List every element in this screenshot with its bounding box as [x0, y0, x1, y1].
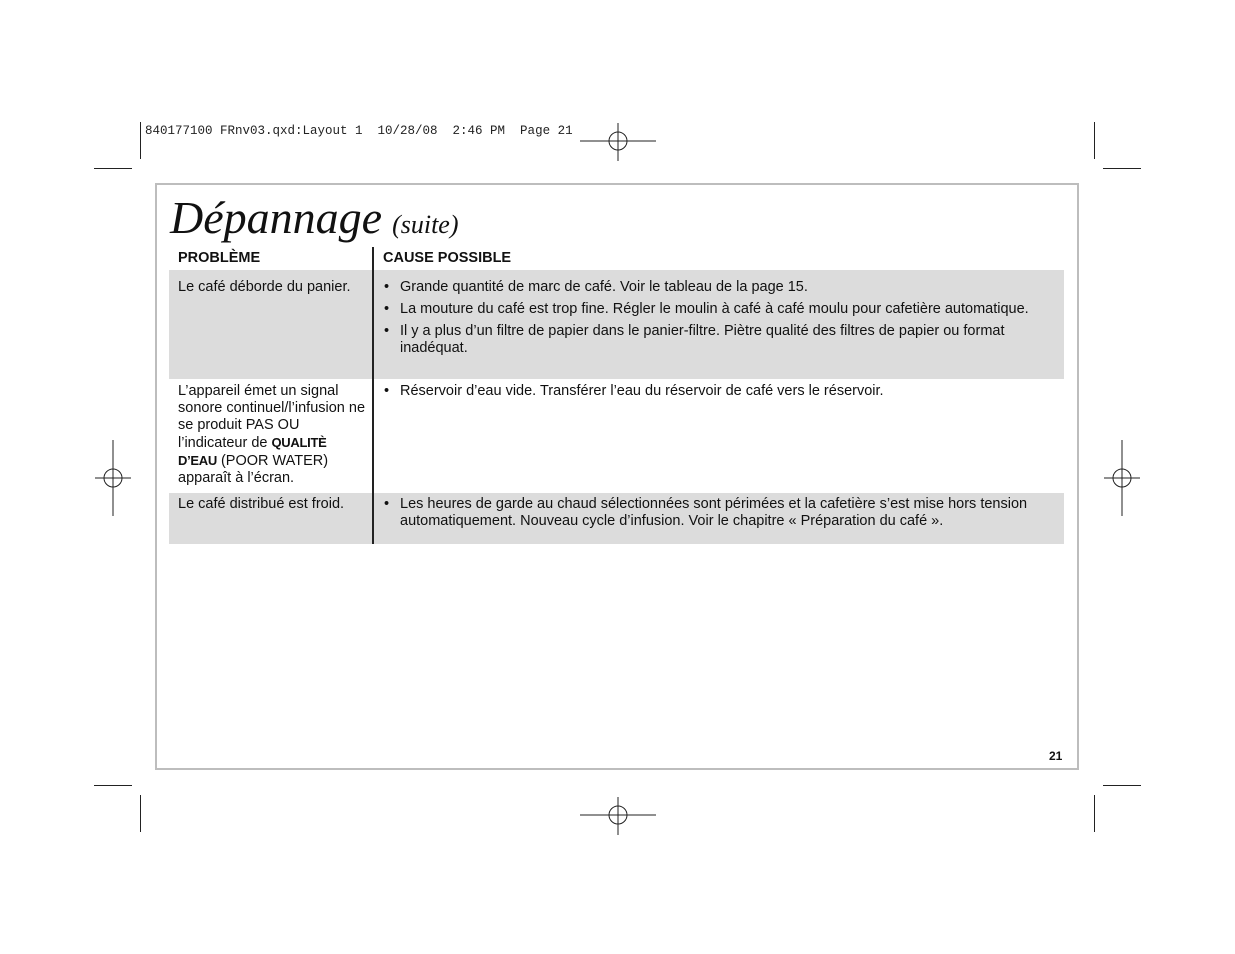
- page-title: [170, 190, 458, 253]
- cause-item: • Réservoir d’eau vide. Transférer l’eau du réservoir de café vers le réservoir.: [383, 383, 1059, 400]
- crop-mark-top-right-h: [1103, 168, 1141, 169]
- table-row: [169, 270, 1064, 379]
- crop-mark-top-right-v: [1094, 122, 1095, 159]
- cause-item: • Grande quantité de marc de café. Voir le tableau de la page 15.: [383, 279, 1059, 296]
- page-title-main: Dépannage: [170, 192, 383, 243]
- registration-mark-bottom-icon: [580, 777, 656, 853]
- column-header-problem: PROBLÈME: [178, 250, 261, 266]
- column-header-cause: CAUSE POSSIBLE: [383, 250, 512, 266]
- cause-list: [383, 279, 1059, 362]
- cause-item: • Les heures de garde au chaud sélectionnées sont périmées et la cafetière s’est mise hors tension automatiquement. Nouveau cycle d’infusion. Voir le chapitre « Préparation du café ».: [383, 496, 1059, 530]
- cause-item: • La mouture du café est trop fine. Régler le moulin à café à café moulu pour cafetière automatique.: [383, 301, 1059, 318]
- water-quality-indicator-label: QUALITÈ D’EAU: [178, 435, 327, 468]
- problem-cell: Le café déborde du panier.: [178, 279, 351, 295]
- cause-item: • Il y a plus d’un filtre de papier dans le panier-filtre. Piètre qualité des filtres de papier ou format inadéquat.: [383, 323, 1059, 357]
- registration-mark-right-icon: [1084, 440, 1160, 516]
- registration-mark-top-icon: [580, 103, 656, 179]
- column-divider: [372, 247, 374, 544]
- problem-cell: Le café distribué est froid.: [178, 496, 345, 512]
- crop-mark-bottom-right-v: [1094, 795, 1095, 832]
- crop-mark-top-left-v: [140, 122, 141, 159]
- registration-mark-left-icon: [75, 440, 151, 516]
- problem-cell: [178, 383, 368, 487]
- cause-list: [383, 383, 1059, 405]
- crop-mark-bottom-right-h: [1103, 785, 1141, 786]
- page-title-sub: (suite): [392, 210, 459, 239]
- table-row: [169, 374, 1064, 492]
- crop-mark-bottom-left-v: [140, 795, 141, 832]
- print-slug-line: 840177100 FRnv03.qxd:Layout 1 10/28/08 2:46 PM Page 21: [145, 124, 573, 138]
- crop-mark-bottom-left-h: [94, 785, 132, 786]
- crop-mark-top-left-h: [94, 168, 132, 169]
- problem-text-before: L’appareil émet un signal sonore continuel/l’infusion ne se produit PAS OU l’indicateur de: [178, 383, 366, 451]
- table-row: [169, 493, 1064, 544]
- cause-list: [383, 496, 1059, 535]
- problem-text-after: (POOR WATER) apparaît à l’écran.: [178, 453, 329, 486]
- page-number: 21: [1049, 749, 1063, 763]
